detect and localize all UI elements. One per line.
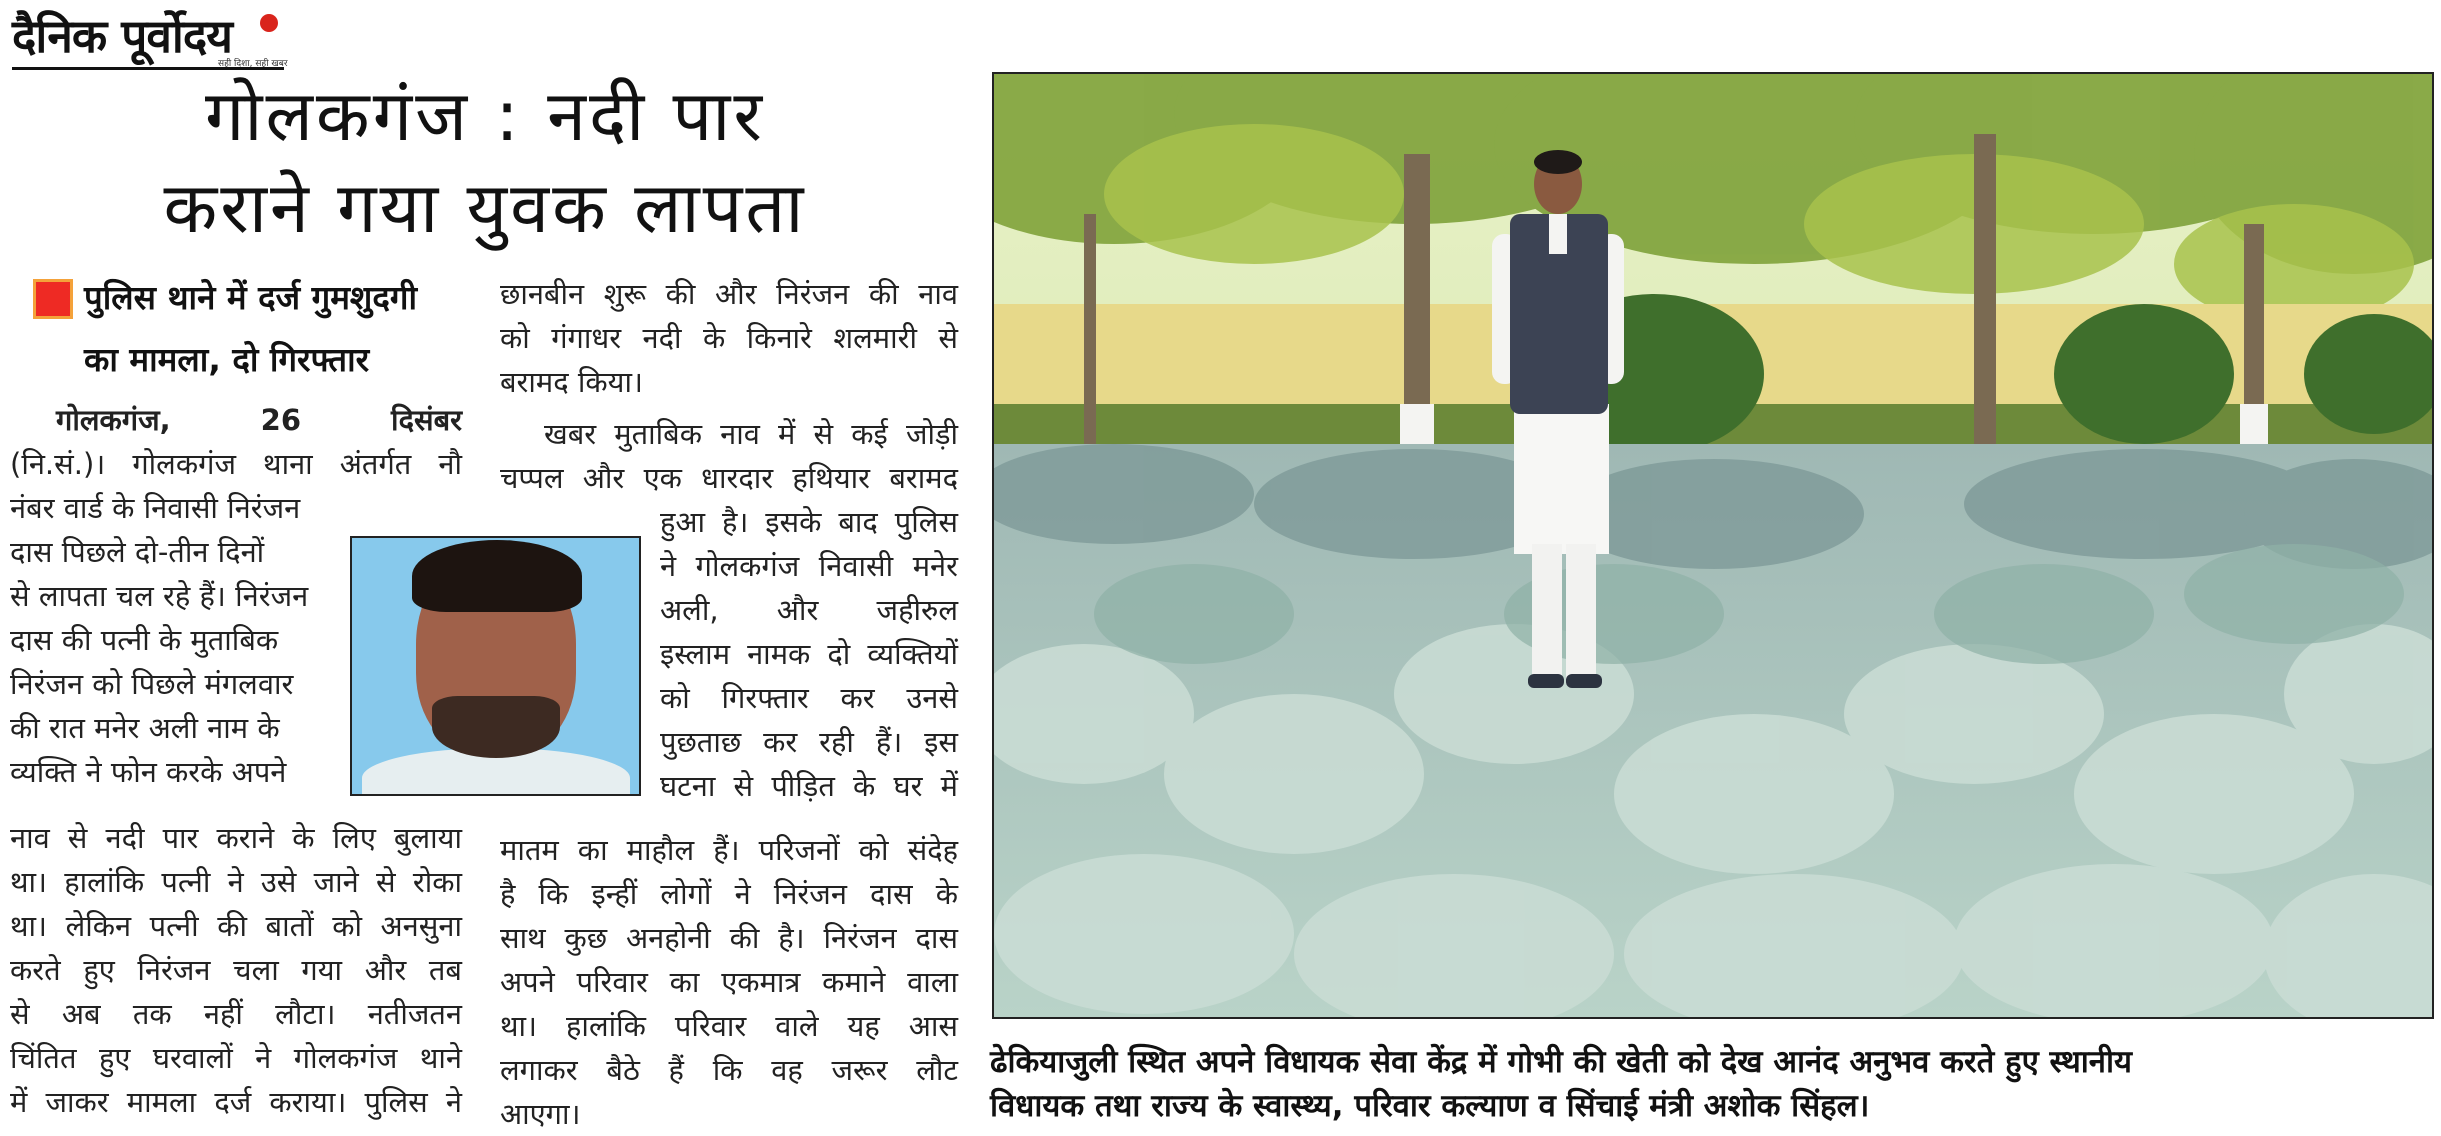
headline-line-1: गोलकगंज : नदी पार bbox=[204, 75, 766, 157]
body-line: लगाकर बैठे हैं कि वह जरूर लौट bbox=[500, 1053, 958, 1087]
caption-line-2: विधायक तथा राज्य के स्वास्थ्य, परिवार कल्याण व सिंचाई मंत्री अशोक सिंहल। bbox=[990, 1088, 1870, 1124]
body-line: को गिरफ्तार कर उनसे bbox=[660, 681, 958, 715]
body-line: साथ कुछ अनहोनी की है। निरंजन दास bbox=[500, 921, 958, 955]
body-line: ने गोलकगंज निवासी मनेर bbox=[660, 549, 958, 583]
masthead bbox=[12, 4, 287, 70]
body-line: था। लेकिन पत्नी की बातों को अनसुना bbox=[10, 909, 462, 943]
body-line: छानबीन शुरू की और निरंजन की नाव bbox=[500, 277, 958, 311]
body-line: आएगा। bbox=[500, 1097, 581, 1131]
masthead-tagline: सही दिशा, सही खबर bbox=[218, 59, 288, 69]
subhead-line-1: पुलिस थाने में दर्ज गुमशुदगी bbox=[84, 278, 418, 317]
caption-line-1: ढेकियाजुली स्थित अपने विधायक सेवा केंद्र में गोभी की खेती को देख आनंद अनुभव करते हुए स्थानीय bbox=[990, 1044, 2133, 1080]
body-line: दास की पत्नी के मुताबिक bbox=[10, 623, 279, 657]
body-line: पुछताछ कर रही हैं। इस bbox=[660, 725, 958, 759]
body-line: बरामद किया। bbox=[500, 365, 643, 399]
body-line: मातम का माहौल हैं। परिजनों को संदेह bbox=[500, 833, 958, 867]
subhead-line-2: का मामला, दो गिरफ्तार bbox=[84, 340, 370, 379]
body-line: (नि.सं.)। गोलकगंज थाना अंतर्गत नौ bbox=[10, 447, 462, 481]
body-line: को गंगाधर नदी के किनारे शलमारी से bbox=[500, 321, 958, 355]
body-line: घटना से पीड़ित के घर में bbox=[660, 769, 958, 803]
body-line: दास पिछले दो-तीन दिनों bbox=[10, 535, 265, 569]
body-line: नाव से नदी पार कराने के लिए बुलाया bbox=[10, 821, 462, 855]
body-line: निरंजन को पिछले मंगलवार bbox=[10, 667, 294, 701]
headline bbox=[20, 70, 950, 254]
body-line: में जाकर मामला दर्ज कराया। पुलिस ने bbox=[10, 1085, 462, 1119]
body-line: करते हुए निरंजन चला गया और तब bbox=[10, 953, 462, 987]
body-line: व्यक्ति ने फोन करके अपने bbox=[10, 755, 287, 789]
body-line: इस्लाम नामक दो व्यक्तियों bbox=[660, 637, 958, 671]
body-line: अपने परिवार का एकमात्र कमाने वाला bbox=[500, 965, 958, 999]
body-line: था। हालांकि पत्नी ने उसे जाने से रोका bbox=[10, 865, 462, 899]
portrait-hair bbox=[412, 540, 582, 612]
body-line: है कि इन्हीं लोगों ने निरंजन दास के bbox=[500, 877, 958, 911]
portrait-beard bbox=[432, 696, 560, 758]
body-line: से लापता चल रहे हैं। निरंजन bbox=[10, 579, 309, 613]
missing-person-photo bbox=[350, 536, 641, 796]
field-photo-illustration bbox=[994, 74, 2432, 1017]
body-line: खबर मुताबिक नाव में से कई जोड़ी bbox=[544, 417, 958, 451]
photo-caption bbox=[990, 1040, 2430, 1128]
cauliflower-field-photo bbox=[992, 72, 2434, 1019]
body-line: चप्पल और एक धारदार हथियार बरामद bbox=[500, 461, 958, 495]
body-line: से अब तक नहीं लौटा। नतीजतन bbox=[10, 997, 462, 1031]
body-line: हुआ है। इसके बाद पुलिस bbox=[660, 505, 958, 539]
masthead-name: दैनिक पूर्वोदय bbox=[12, 9, 232, 63]
headline-line-2: कराने गया युवक लापता bbox=[163, 167, 807, 249]
dateline: गोलकगंज, 26 दिसंबर bbox=[56, 403, 462, 437]
body-line: नंबर वार्ड के निवासी निरंजन bbox=[10, 491, 301, 525]
body-line: चिंतित हुए घरवालों ने गोलकगंज थाने bbox=[10, 1041, 462, 1075]
body-line: था। हालांकि परिवार वाले यह आस bbox=[500, 1009, 958, 1043]
subhead-bullet-icon bbox=[36, 282, 70, 316]
body-line: की रात मनेर अली नाम के bbox=[10, 711, 280, 745]
body-line: अली, और जहीरुल bbox=[660, 593, 958, 627]
masthead-logo-dot bbox=[260, 14, 278, 32]
